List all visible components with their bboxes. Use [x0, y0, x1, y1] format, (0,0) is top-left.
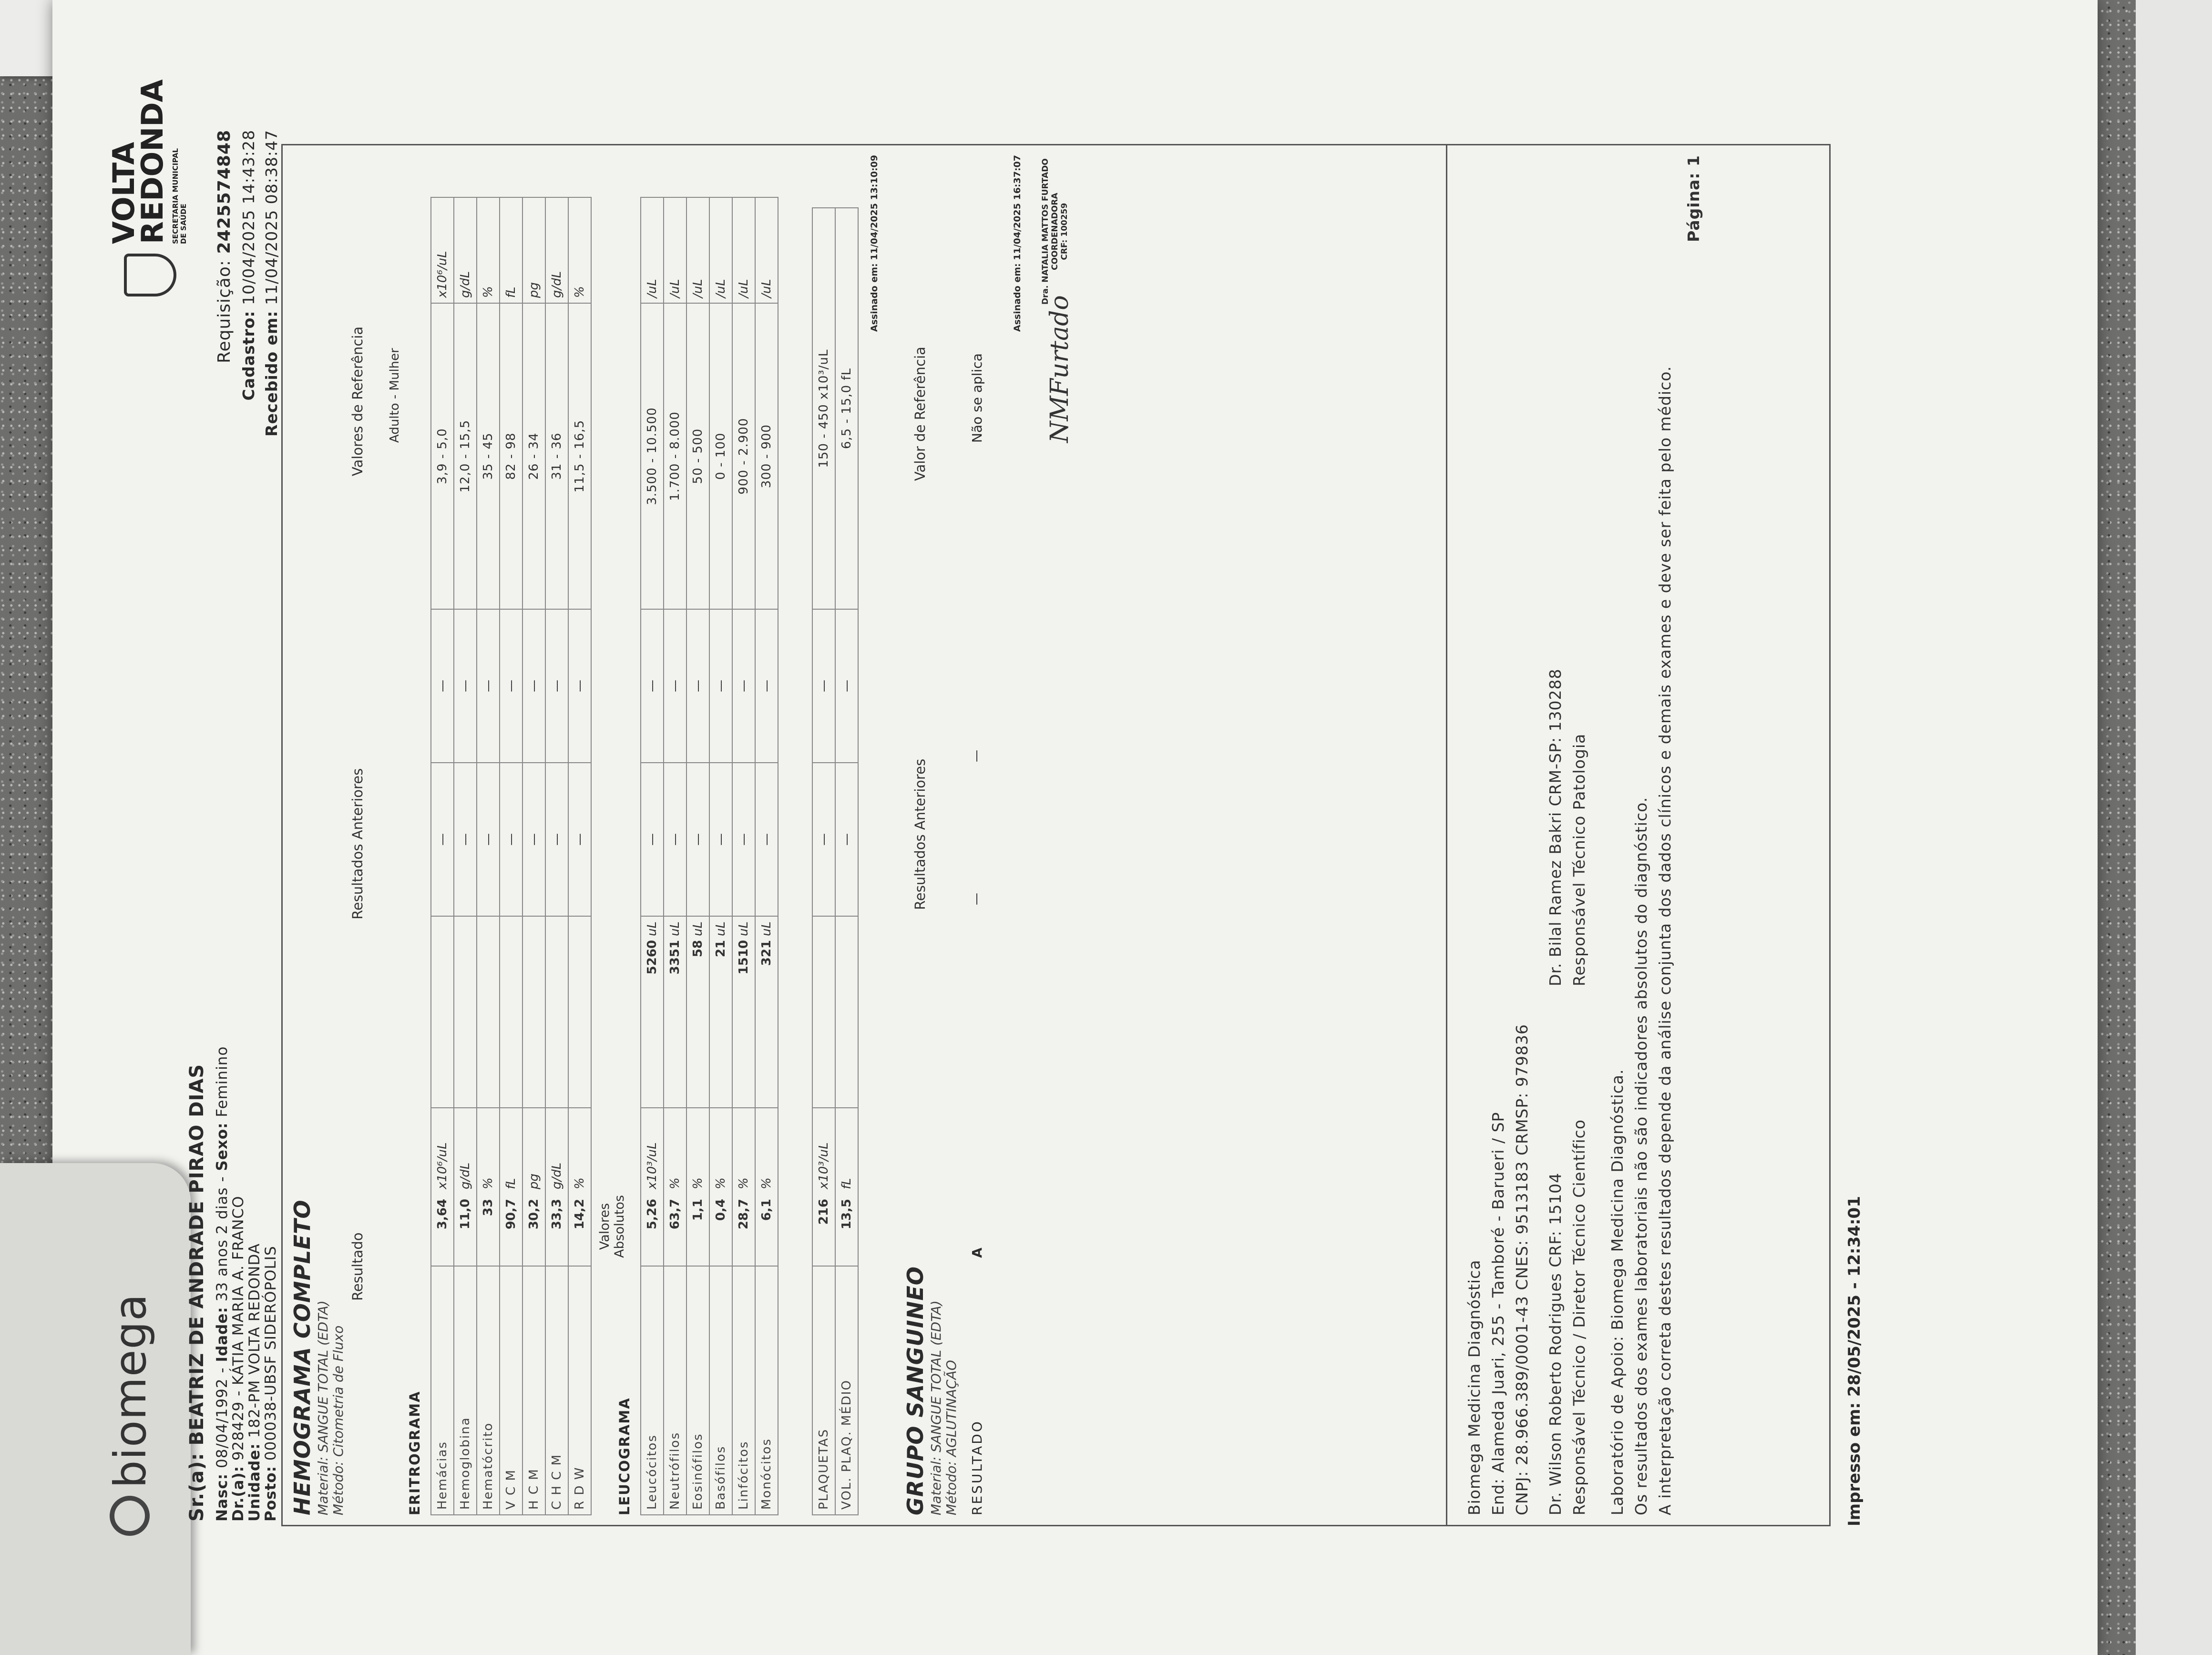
result-unit: %	[664, 1108, 686, 1194]
table-row	[755, 197, 778, 1515]
result-value: 33,3	[545, 1194, 568, 1266]
prev-result-2: —	[522, 609, 545, 763]
abs-empty	[545, 916, 568, 1108]
col-abs-header-line1: Valores	[597, 1203, 612, 1250]
table-row	[477, 197, 500, 1515]
prev-result-2: —	[641, 609, 664, 763]
col-referencia-header: Valores de Referência	[349, 326, 366, 476]
prev-result-1: —	[477, 763, 500, 916]
requisicao-label: Requisição:	[215, 259, 234, 363]
result-unit: %	[755, 1108, 778, 1194]
footer-resp1-name: Dr. Wilson Roberto Rodrigues CRF: 15104	[1546, 1172, 1565, 1515]
requisicao-line	[215, 130, 234, 363]
hemograma-title: HEMOGRAMA COMPLETO	[289, 1199, 315, 1515]
reference-range: 3,9 - 5,0	[431, 303, 454, 609]
grupo-title: GRUPO SANGUINEO	[902, 1266, 928, 1515]
result-unit: x10³/uL	[641, 1108, 664, 1194]
table-row	[732, 197, 755, 1515]
footer-resp2-name: Dr. Bilal Ramez Bakri CRM-SP: 130288	[1546, 668, 1565, 986]
footer-apoio: Laboratório de Apoio: Biomega Medicina Diagnóstica.	[1608, 1069, 1627, 1515]
hemograma-material: Material: SANGUE TOTAL (EDTA)	[315, 1300, 331, 1515]
city-dept-line1: SECRETARIA MUNICIPAL	[171, 148, 180, 244]
table-row	[835, 208, 858, 1515]
table-row	[568, 197, 591, 1515]
col-resultado-header: Resultado	[349, 1232, 366, 1301]
footer-address: End: Alameda Juari, 255 - Tamboré - Barueri / SP	[1489, 1112, 1507, 1515]
signer-crf: CRF: 100259	[1060, 203, 1069, 260]
reference-range: 300 - 900	[755, 303, 778, 609]
cadastro-label: Cadastro:	[239, 310, 258, 401]
result-value: 11,0	[454, 1194, 477, 1266]
prev-result-2: —	[709, 609, 732, 763]
plaquetas-table	[812, 207, 859, 1515]
signature-mark: NMFurtado	[1045, 295, 1074, 443]
row-label: Basófilos	[709, 1266, 732, 1515]
footer-disclaimer2: A interpretação correta destes resultados depende da análise conjunta dos dados clínicos e demais exames e deve ser feita pelo médico.	[1656, 366, 1674, 1515]
row-label: Hemácias	[431, 1266, 454, 1515]
result-unit: g/dL	[454, 1108, 477, 1194]
reference-unit: /uL	[686, 197, 709, 303]
signer-role: COORDENADORA	[1050, 193, 1060, 270]
row-label: Linfócitos	[732, 1266, 755, 1515]
signer-block	[1041, 158, 1069, 305]
table-row	[431, 197, 454, 1515]
prev-result-2: —	[812, 609, 835, 763]
sexo-label: Sexo:	[214, 1122, 231, 1171]
prev-result-1: —	[686, 763, 709, 916]
reference-range: 35 - 45	[477, 303, 500, 609]
grupo-reference: Não se aplica	[969, 353, 985, 443]
patient-birth-line	[214, 1046, 231, 1522]
result-unit: g/dL	[545, 1108, 568, 1194]
result-value: 0,4	[709, 1194, 732, 1266]
grupo-metodo: Método: AGLUTINAÇÃO	[943, 1360, 959, 1515]
result-unit: pg	[522, 1108, 545, 1194]
footer-page: Página: 1	[1684, 155, 1703, 242]
table-row	[500, 197, 522, 1515]
footer-resp1-role: Responsável Técnico / Diretor Técnico Científico	[1570, 1119, 1588, 1515]
reference-range: 6,5 - 15,0 fL	[835, 208, 858, 609]
unidade-line	[246, 1243, 263, 1522]
cadastro-line	[239, 130, 258, 400]
reference-range: 900 - 2.900	[732, 303, 755, 609]
prev-result-1: —	[500, 763, 522, 916]
reference-range: 0 - 100	[709, 303, 732, 609]
reference-unit: x10⁶/uL	[431, 197, 454, 303]
reference-unit: /uL	[664, 197, 686, 303]
absolute-value: 1510	[737, 940, 751, 975]
result-unit: fL	[835, 1108, 858, 1194]
lab-report	[105, 79, 2040, 1536]
result-unit: %	[477, 1108, 500, 1194]
leucograma-heading: LEUCOGRAMA	[616, 1397, 633, 1515]
reference-range: 12,0 - 15,5	[454, 303, 477, 609]
city-dept-line2: DE SAÚDE	[179, 204, 188, 244]
dr-value: 928429 - KÁTIA MARIA A. FRANCO	[230, 1195, 247, 1461]
eritrograma-heading: ERITROGRAMA	[407, 1390, 423, 1515]
row-label: R D W	[568, 1266, 591, 1515]
prev-result-2: —	[664, 609, 686, 763]
prev-result-1: —	[641, 763, 664, 916]
prev-result-1: —	[709, 763, 732, 916]
result-unit: x10⁶/uL	[431, 1108, 454, 1194]
prev-result-2: —	[755, 609, 778, 763]
col-ref-sub-header: Adulto - Mulher	[388, 348, 402, 443]
absolute-value-cell	[664, 916, 686, 1108]
footer-resp2-role: Responsável Técnico Patologia	[1570, 733, 1588, 986]
prev-result-2: —	[545, 609, 568, 763]
idade-value: 33 anos 2 dias -	[214, 1176, 231, 1302]
prev-result-1: —	[835, 763, 858, 916]
reference-unit: %	[477, 197, 500, 303]
city-department	[172, 148, 188, 244]
unidade-value: 182-PM VOLTA REDONDA	[246, 1243, 263, 1438]
abs-empty	[500, 916, 522, 1108]
reference-range: 50 - 500	[686, 303, 709, 609]
requisicao-value: 2425574848	[215, 130, 234, 254]
leucograma-table	[640, 197, 778, 1515]
city-name-line1: VOLTA	[106, 142, 141, 244]
lab-logo-text: biomega	[105, 1293, 156, 1488]
recebido-line	[262, 130, 281, 437]
prev-result-2: —	[477, 609, 500, 763]
patient-name-prefix: Sr.(a):	[186, 1452, 208, 1522]
posto-value: 000038-UBSF SIDERÓPOLIS	[262, 1246, 279, 1461]
grupo-signed-at: Assinado em: 11/04/2025 16:37:07	[1012, 155, 1023, 332]
row-label: H C M	[522, 1266, 545, 1515]
grupo-result-value: A	[969, 1247, 985, 1258]
reference-range: 3.500 - 10.500	[641, 303, 664, 609]
abs-empty	[477, 916, 500, 1108]
footer-cnpj: CNPJ: 28.966.389/0001-43 CNES: 9513183 CRMSP: 979836	[1513, 1024, 1531, 1515]
prev-result-2: —	[686, 609, 709, 763]
result-unit: %	[686, 1108, 709, 1194]
row-label: PLAQUETAS	[812, 1266, 835, 1515]
absolute-unit: uL	[737, 921, 751, 936]
absolute-value: 321	[759, 940, 774, 966]
grupo-row-label: RESULTADO	[969, 1420, 985, 1515]
result-value: 216	[812, 1194, 835, 1266]
reference-range: 26 - 34	[522, 303, 545, 609]
footer-impresso: Impresso em: 28/05/2025 - 12:34:01	[1845, 1196, 1864, 1526]
reference-range: 82 - 98	[500, 303, 522, 609]
absolute-value: 5260	[645, 940, 659, 975]
reference-unit: /uL	[755, 197, 778, 303]
dr-label: Dr.(a):	[230, 1465, 247, 1522]
prev-result-1: —	[568, 763, 591, 916]
grupo-material: Material: SANGUE TOTAL (EDTA)	[928, 1300, 944, 1515]
table-row	[545, 197, 568, 1515]
reference-unit: /uL	[641, 197, 664, 303]
prev-result-2: —	[732, 609, 755, 763]
posto-label: Posto:	[262, 1466, 279, 1522]
background-paper-right	[2136, 0, 2212, 1655]
row-label: V C M	[500, 1266, 522, 1515]
absolute-value: 58	[691, 940, 705, 958]
prev-result-2: —	[835, 609, 858, 763]
result-value: 28,7	[732, 1194, 755, 1266]
reference-range: 31 - 36	[545, 303, 568, 609]
row-label: Monócitos	[755, 1266, 778, 1515]
row-label: Hemoglobina	[454, 1266, 477, 1515]
footer-lab-name: Biomega Medicina Diagnóstica	[1465, 1259, 1484, 1515]
table-row	[664, 197, 686, 1515]
result-value: 63,7	[664, 1194, 686, 1266]
patient-name-line	[186, 1064, 208, 1522]
footer-disclaimer1: Os resultados dos exames laboratoriais não são indicadores absolutos do diagnóstico.	[1632, 797, 1650, 1515]
result-value: 1,1	[686, 1194, 709, 1266]
absolute-value-cell	[641, 916, 664, 1108]
hemograma-metodo: Método: Citometria de Fluxo	[330, 1325, 346, 1515]
absolute-value-cell	[755, 916, 778, 1108]
prev-result-2: —	[568, 609, 591, 763]
prev-result-2: —	[431, 609, 454, 763]
absolute-value-cell	[732, 916, 755, 1108]
result-value: 14,2	[568, 1194, 591, 1266]
reference-unit: fL	[500, 197, 522, 303]
city-name-line2: REDONDA	[135, 79, 170, 244]
col-abs-header	[597, 1195, 627, 1258]
absolute-value-cell	[709, 916, 732, 1108]
row-label: Neutrófilos	[664, 1266, 686, 1515]
reference-unit: g/dL	[545, 197, 568, 303]
abs-empty	[522, 916, 545, 1108]
abs-empty	[835, 916, 858, 1108]
rotated-report-content	[52, 0, 2098, 1655]
reference-range: 11,5 - 16,5	[568, 303, 591, 609]
city-seal-icon	[124, 254, 176, 296]
unidade-label: Unidade:	[246, 1443, 263, 1522]
row-label: VOL. PLAQ. MÉDIO	[835, 1266, 858, 1515]
reference-range: 150 - 450 x10³/uL	[812, 208, 835, 609]
abs-empty	[568, 916, 591, 1108]
footer-divider	[1446, 145, 1447, 1525]
biomega-logo-icon	[110, 1496, 150, 1536]
col-anteriores-header: Resultados Anteriores	[349, 768, 366, 919]
nasc-value: 08/04/1992 -	[214, 1367, 231, 1469]
result-value: 5,26	[641, 1194, 664, 1266]
prev-result-1: —	[522, 763, 545, 916]
prev-result-1: —	[664, 763, 686, 916]
abs-empty	[431, 916, 454, 1108]
table-row	[454, 197, 477, 1515]
recebido-value: 11/04/2025 08:38:47	[262, 130, 281, 305]
absolute-unit: uL	[668, 921, 682, 936]
result-value: 90,7	[500, 1194, 522, 1266]
reference-unit: pg	[522, 197, 545, 303]
absolute-unit: uL	[645, 921, 659, 936]
row-label: C H C M	[545, 1266, 568, 1515]
doctor-line	[230, 1196, 247, 1522]
result-value: 30,2	[522, 1194, 545, 1266]
prev-result-1: —	[732, 763, 755, 916]
reference-unit: %	[568, 197, 591, 303]
prev-result-1: —	[545, 763, 568, 916]
absolute-unit: uL	[714, 921, 728, 936]
sexo-value: Feminino	[214, 1046, 231, 1117]
result-value: 33	[477, 1194, 500, 1266]
eritrograma-table	[430, 197, 592, 1515]
row-label: Leucócitos	[641, 1266, 664, 1515]
row-label: Eosinófilos	[686, 1266, 709, 1515]
grupo-col-anteriores: Resultados Anteriores	[912, 758, 928, 910]
prev-result-1: —	[812, 763, 835, 916]
reference-range: 1.700 - 8.000	[664, 303, 686, 609]
prev-result-1: —	[431, 763, 454, 916]
cadastro-value: 10/04/2025 14:43:28	[239, 130, 258, 305]
absolute-unit: uL	[691, 921, 705, 936]
grupo-col-referencia: Valor de Referência	[912, 347, 928, 481]
posto-line	[262, 1246, 279, 1522]
absolute-value: 21	[714, 940, 728, 958]
result-value: 6,1	[755, 1194, 778, 1266]
signer-name: Dra. NATALIA MATTOS FURTADO	[1041, 158, 1050, 305]
city-name	[106, 79, 170, 244]
result-unit: %	[709, 1108, 732, 1194]
patient-name: BEATRIZ DE ANDRADE PIRAO DIAS	[186, 1063, 208, 1446]
result-unit: x10³/uL	[812, 1108, 835, 1194]
table-row	[709, 197, 732, 1515]
col-abs-header-line2: Absolutos	[612, 1195, 627, 1258]
hemograma-signed-at: Assinado em: 11/04/2025 13:10:09	[869, 155, 880, 332]
absolute-unit: uL	[759, 921, 774, 936]
result-value: 13,5	[835, 1194, 858, 1266]
table-row	[812, 208, 835, 1515]
prev-result-1: —	[454, 763, 477, 916]
results-frame	[281, 144, 1831, 1526]
absolute-value: 3351	[668, 940, 682, 975]
prev-result-2: —	[454, 609, 477, 763]
idade-label: Idade:	[214, 1307, 231, 1362]
abs-empty	[454, 916, 477, 1108]
result-value: 3,64	[431, 1194, 454, 1266]
row-label: Hematócrito	[477, 1266, 500, 1515]
result-unit: %	[568, 1108, 591, 1194]
result-unit: fL	[500, 1108, 522, 1194]
absolute-value-cell	[686, 916, 709, 1108]
grupo-prev1: —	[969, 893, 983, 905]
reference-unit: g/dL	[454, 197, 477, 303]
prev-result-2: —	[500, 609, 522, 763]
table-row	[686, 197, 709, 1515]
grupo-prev2: —	[969, 750, 983, 762]
recebido-label: Recebido em:	[262, 310, 281, 437]
abs-empty	[812, 916, 835, 1108]
reference-unit: /uL	[709, 197, 732, 303]
nasc-label: Nasc:	[214, 1473, 231, 1522]
table-row	[641, 197, 664, 1515]
prev-result-1: —	[755, 763, 778, 916]
result-unit: %	[732, 1108, 755, 1194]
table-row	[522, 197, 545, 1515]
reference-unit: /uL	[732, 197, 755, 303]
